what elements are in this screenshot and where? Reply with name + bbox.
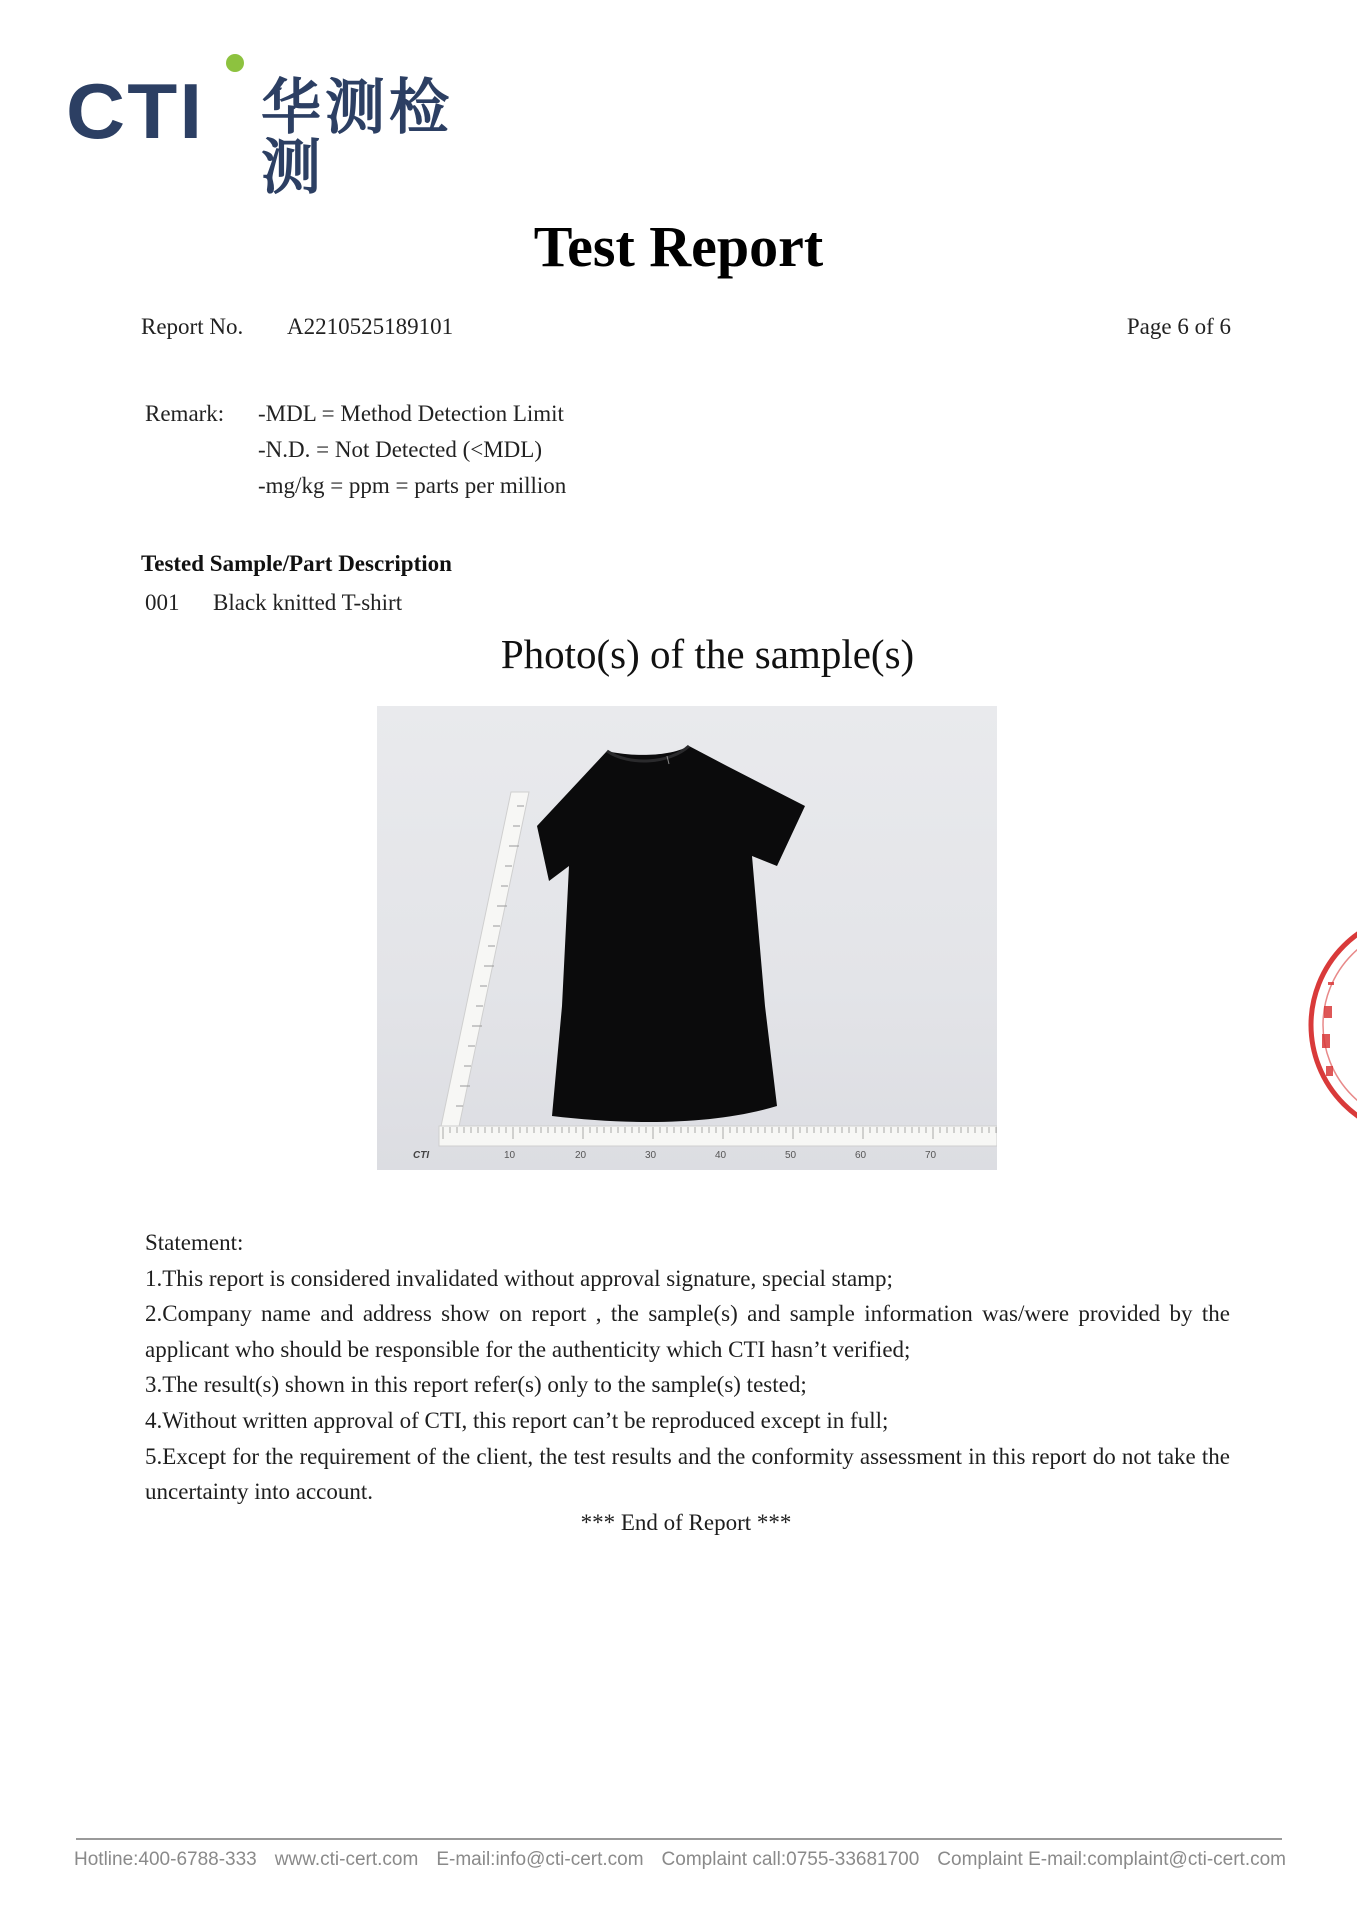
ruler-tick-label: 60 bbox=[855, 1150, 867, 1161]
footer-email[interactable]: E-mail:info@cti-cert.com bbox=[436, 1849, 644, 1870]
statement-item: 5.Except for the requirement of the client, the test results and the conformity assessment in this report do not take the uncertainty into account. bbox=[145, 1443, 1230, 1505]
footer bbox=[74, 1849, 1286, 1871]
horizontal-ruler bbox=[439, 1126, 997, 1146]
vertical-ruler bbox=[439, 792, 529, 1136]
footer-hotline: Hotline:400-6788-333 bbox=[74, 1849, 257, 1870]
statement-block bbox=[145, 1225, 1230, 1510]
end-of-report: *** End of Report *** bbox=[580, 1510, 792, 1535]
sample-id: 001 bbox=[145, 590, 180, 615]
report-no-label: Report No. bbox=[141, 314, 244, 339]
logo-dot-icon bbox=[226, 54, 244, 72]
statement-heading: Statement: bbox=[145, 1230, 244, 1255]
statement-item: 4.Without written approval of CTI, this report can’t be reproduced except in full; bbox=[145, 1407, 889, 1433]
tshirt-photo-illustration bbox=[377, 706, 997, 1170]
black-tshirt-shape bbox=[537, 746, 805, 1122]
ruler-tick-label: 30 bbox=[645, 1150, 657, 1161]
remark-label: Remark: bbox=[145, 401, 225, 426]
remark-line: -mg/kg = ppm = parts per million bbox=[258, 473, 567, 498]
sample-photo bbox=[377, 706, 997, 1170]
ruler-tick-label: 10 bbox=[504, 1150, 516, 1161]
ruler-tick-label: 20 bbox=[575, 1150, 587, 1161]
ruler-brand-label: CTI bbox=[413, 1150, 430, 1161]
footer-complaint-email[interactable]: Complaint E-mail:complaint@cti-cert.com bbox=[937, 1849, 1286, 1870]
sample-heading: Tested Sample/Part Description bbox=[141, 551, 452, 576]
remark-line: -MDL = Method Detection Limit bbox=[258, 401, 564, 426]
statement-item: 1.This report is considered invalidated without approval signature, special stamp; bbox=[145, 1265, 893, 1291]
footer-divider bbox=[76, 1838, 1282, 1840]
ruler-tick-label: 40 bbox=[715, 1150, 727, 1161]
remark-line: -N.D. = Not Detected (<MDL) bbox=[258, 437, 542, 462]
footer-complaint-call: Complaint call:0755-33681700 bbox=[661, 1849, 920, 1870]
ruler-tick-label: 50 bbox=[785, 1150, 797, 1161]
footer-website[interactable]: www.cti-cert.com bbox=[274, 1849, 419, 1870]
red-stamp-seal bbox=[1308, 930, 1357, 1120]
logo-chinese-text: 华测检测 bbox=[261, 73, 453, 203]
page-title: Test Report bbox=[533, 214, 824, 279]
ruler-tick-label: 70 bbox=[925, 1150, 937, 1161]
report-no-value: A2210525189101 bbox=[287, 314, 454, 339]
sample-description: Black knitted T-shirt bbox=[213, 590, 403, 615]
logo-text: CTI bbox=[66, 67, 205, 155]
page-number: Page 6 of 6 bbox=[1126, 314, 1231, 339]
cti-logo bbox=[66, 50, 506, 203]
statement-item: 2.Company name and address show on report , the sample(s) and sample information was/were provided by the applicant who should be responsible for the authenticity which CTI hasn’t verified; bbox=[145, 1301, 1230, 1362]
photo-title: Photo(s) of the sample(s) bbox=[500, 631, 915, 677]
statement-item: 3.The result(s) shown in this report refer(s) only to the sample(s) tested; bbox=[145, 1372, 807, 1398]
